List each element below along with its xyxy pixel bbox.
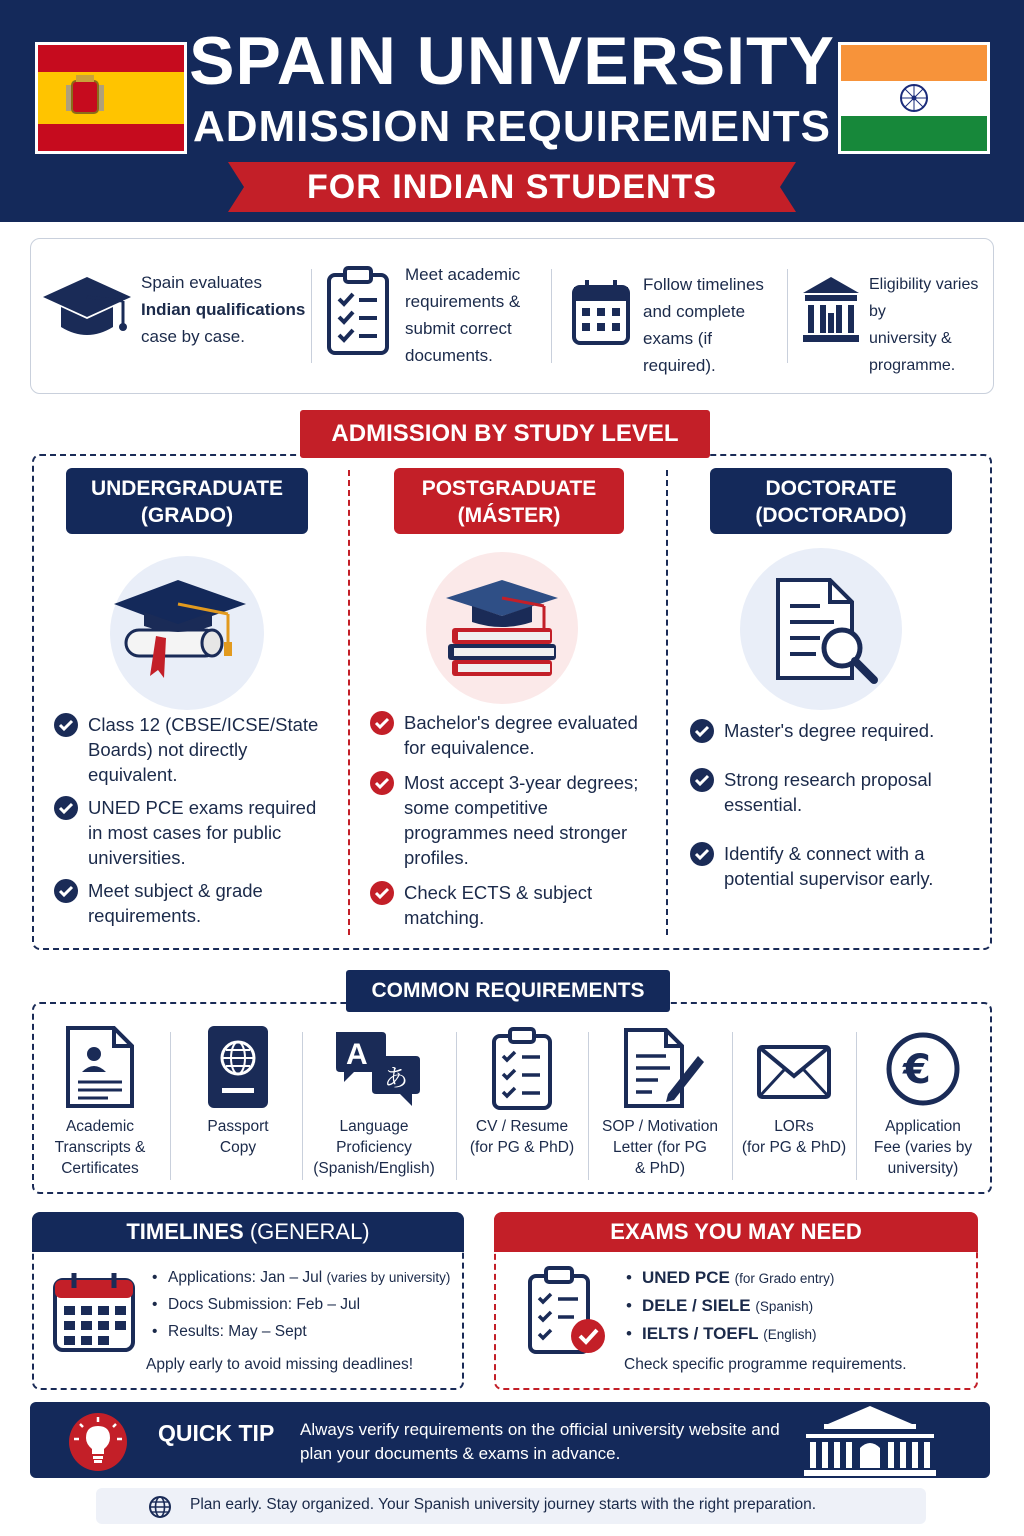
requirement-sop	[592, 1022, 728, 1182]
calendar-icon	[571, 277, 631, 347]
label-line: Application	[885, 1118, 961, 1135]
heading-sub: (GENERAL)	[249, 1219, 370, 1244]
exams-panel	[494, 1212, 978, 1390]
passport-icon	[206, 1024, 270, 1110]
intro-line: university &	[869, 330, 952, 347]
check-icon	[690, 768, 714, 792]
exam-note: (for Grado entry)	[734, 1271, 835, 1286]
intro-line: Spain evaluates	[141, 273, 262, 292]
item-text: Docs Submission: Feb – Jul	[168, 1296, 361, 1313]
label-line: Proficiency	[336, 1139, 412, 1156]
footer-text: Plan early. Stay organized. Your Spanish university journey starts with the right preparation.	[190, 1496, 817, 1513]
level-postgraduate-title	[394, 468, 624, 534]
label-line: Passport	[207, 1118, 269, 1135]
level-subtitle: (DOCTORADO)	[755, 504, 907, 527]
intro-line: case by case.	[141, 327, 245, 346]
item-note: (varies by university)	[326, 1270, 451, 1285]
check-icon	[690, 719, 714, 743]
title-line-2: ADMISSION REQUIREMENTS	[192, 102, 832, 151]
bullet-text: Master's degree required.	[724, 720, 935, 741]
exams-heading: EXAMS YOU MAY NEED	[494, 1212, 978, 1252]
bullet-text: Check ECTS & subject matching.	[404, 882, 593, 928]
cap-and-diploma-icon	[112, 574, 252, 686]
undergraduate-bullets	[54, 712, 324, 928]
level-title: DOCTORATE	[765, 477, 897, 500]
euro-icon	[884, 1030, 962, 1108]
bullet-text: Identify & connect with a potential supervisor early.	[724, 843, 934, 889]
intro-item-requirements	[311, 239, 551, 395]
timelines-list	[152, 1264, 462, 1345]
divider	[456, 1032, 457, 1180]
intro-line: exams (if required).	[643, 329, 716, 375]
requirement-passport	[176, 1022, 300, 1182]
label-line: (Spanish/English)	[313, 1160, 435, 1177]
intro-line: and complete	[643, 302, 746, 321]
quick-tip-banner	[30, 1402, 990, 1478]
subtitle-ribbon	[228, 162, 796, 212]
item-text: Applications: Jan – Jul	[168, 1269, 323, 1286]
header-banner	[0, 0, 1024, 222]
check-icon	[54, 879, 78, 903]
requirement-label	[176, 1116, 300, 1158]
language-icon	[332, 1028, 422, 1110]
university-building-icon	[802, 1404, 938, 1478]
check-icon	[370, 771, 394, 795]
label-line: & PhD)	[635, 1160, 685, 1177]
level-subtitle: (GRADO)	[140, 504, 234, 527]
timelines-note: Apply early to avoid missing deadlines!	[146, 1356, 414, 1373]
india-flag-icon	[838, 42, 990, 154]
intro-line: programme.	[869, 357, 956, 374]
svg-text:€: €	[903, 1047, 931, 1093]
timelines-panel	[32, 1212, 464, 1390]
check-icon	[370, 711, 394, 735]
doctorate-bullets	[690, 718, 968, 891]
list-item	[370, 880, 650, 930]
level-subtitle: (MÁSTER)	[457, 504, 561, 527]
divider	[170, 1032, 171, 1180]
label-line: Fee (varies by	[873, 1139, 973, 1156]
university-building-icon	[801, 275, 861, 345]
clipboard-icon	[490, 1026, 554, 1110]
requirement-label	[462, 1116, 582, 1158]
item-text: Results: May – Sept	[168, 1323, 307, 1340]
label-line: Language	[339, 1118, 409, 1135]
transcript-icon	[64, 1024, 136, 1110]
level-title: UNDERGRADUATE	[90, 477, 284, 500]
exam-name: UNED PCE	[642, 1268, 730, 1287]
exam-note: (English)	[763, 1327, 817, 1342]
requirement-label	[736, 1116, 852, 1158]
list-item	[626, 1292, 966, 1320]
column-divider	[348, 470, 350, 935]
label-line: Transcripts &	[54, 1139, 146, 1156]
list-item	[626, 1320, 966, 1348]
list-item	[152, 1291, 462, 1318]
intro-box	[30, 238, 994, 394]
list-item	[152, 1318, 462, 1345]
globe-icon	[148, 1495, 172, 1519]
bullet-text: Class 12 (CBSE/ICSE/State Boards) not directly equivalent.	[88, 714, 319, 785]
label-line: (for PG & PhD)	[469, 1139, 575, 1156]
list-item	[690, 718, 968, 743]
label-line: Letter (for PG	[613, 1139, 707, 1156]
postgraduate-bullets	[370, 710, 650, 930]
bullet-text: Bachelor's degree evaluated for equivalence.	[404, 712, 638, 758]
intro-line: Follow timelines	[643, 275, 764, 294]
exam-name: DELE / SIELE	[642, 1296, 751, 1315]
check-icon	[370, 881, 394, 905]
label-line: (for PG & PhD)	[741, 1139, 847, 1156]
label-line: SOP / Motivation	[601, 1118, 718, 1135]
title-line-1: SPAIN UNIVERSITY	[189, 23, 835, 99]
requirement-language	[306, 1022, 442, 1182]
calendar-icon	[52, 1270, 136, 1354]
divider	[856, 1032, 857, 1180]
intro-item-qualifications	[31, 239, 311, 395]
letter-writing-icon	[622, 1026, 706, 1110]
requirement-label	[592, 1116, 728, 1179]
bullet-text: Most accept 3-year degrees; some competitive programmes need stronger profiles.	[404, 772, 639, 868]
list-item	[690, 767, 968, 817]
divider	[588, 1032, 589, 1180]
list-item	[370, 710, 650, 760]
requirement-lors	[736, 1022, 852, 1182]
intro-item-eligibility	[787, 239, 995, 395]
intro-line: Meet academic	[405, 265, 521, 284]
lightbulb-icon	[68, 1412, 128, 1472]
svg-text:あ: あ	[384, 1064, 408, 1092]
requirement-label	[862, 1116, 984, 1179]
list-item	[626, 1264, 966, 1292]
divider	[732, 1032, 733, 1180]
level-title: POSTGRADUATE	[421, 477, 597, 500]
checklist-icon	[325, 265, 391, 357]
list-item	[370, 770, 650, 870]
footer-banner	[96, 1488, 926, 1524]
exam-name: IELTS / TOEFL	[642, 1324, 759, 1343]
divider	[302, 1032, 303, 1180]
level-doctorate-title	[710, 468, 952, 534]
intro-line: requirements &	[405, 292, 521, 311]
intro-item-timelines	[551, 239, 787, 395]
check-icon	[54, 713, 78, 737]
cap-on-books-icon	[440, 576, 564, 680]
envelope-icon	[756, 1044, 832, 1100]
requirement-label	[40, 1116, 160, 1179]
label-line: CV / Resume	[475, 1118, 569, 1135]
svg-text:A: A	[346, 1038, 368, 1071]
check-icon	[690, 842, 714, 866]
bullet-text: Strong research proposal essential.	[724, 769, 932, 815]
level-undergraduate-title	[66, 468, 308, 534]
column-divider	[666, 470, 668, 935]
graduation-cap-icon	[41, 275, 133, 345]
timelines-heading	[32, 1212, 464, 1252]
check-icon	[54, 796, 78, 820]
bullet-text: Meet subject & grade requirements.	[88, 880, 263, 926]
subtitle: FOR INDIAN STUDENTS	[307, 168, 717, 206]
label-line: Academic	[65, 1118, 135, 1135]
common-requirements-heading: COMMON REQUIREMENTS	[346, 970, 670, 1012]
list-item	[54, 712, 324, 787]
exam-note: (Spanish)	[755, 1299, 814, 1314]
label-line: LORs	[774, 1118, 814, 1135]
requirement-cv	[462, 1022, 582, 1182]
list-item	[690, 841, 968, 891]
intro-line: documents.	[405, 346, 493, 365]
study-level-heading: ADMISSION BY STUDY LEVEL	[300, 410, 710, 458]
quick-tip-title: QUICK TIP	[158, 1420, 275, 1446]
bullet-text: UNED PCE exams required in most cases for public universities.	[88, 797, 317, 868]
list-item	[152, 1264, 462, 1291]
exams-list	[626, 1264, 966, 1348]
label-line: university)	[887, 1160, 959, 1177]
quick-tip-text: Always verify requirements on the official university website and plan your documents & exams in advance.	[300, 1420, 780, 1463]
document-search-icon	[770, 576, 882, 686]
list-item	[54, 795, 324, 870]
intro-line: submit correct	[405, 319, 512, 338]
requirement-fee	[862, 1022, 984, 1182]
requirement-transcripts	[40, 1022, 160, 1182]
exams-note: Check specific programme requirements.	[624, 1356, 907, 1373]
label-line: Certificates	[61, 1160, 139, 1177]
list-item	[54, 878, 324, 928]
clipboard-check-icon	[526, 1264, 610, 1358]
requirement-label	[306, 1116, 442, 1179]
label-line: Copy	[219, 1139, 257, 1156]
intro-line-bold: Indian qualifications	[141, 300, 306, 319]
heading-main: TIMELINES	[126, 1219, 244, 1244]
intro-line: Eligibility varies by	[869, 276, 979, 320]
